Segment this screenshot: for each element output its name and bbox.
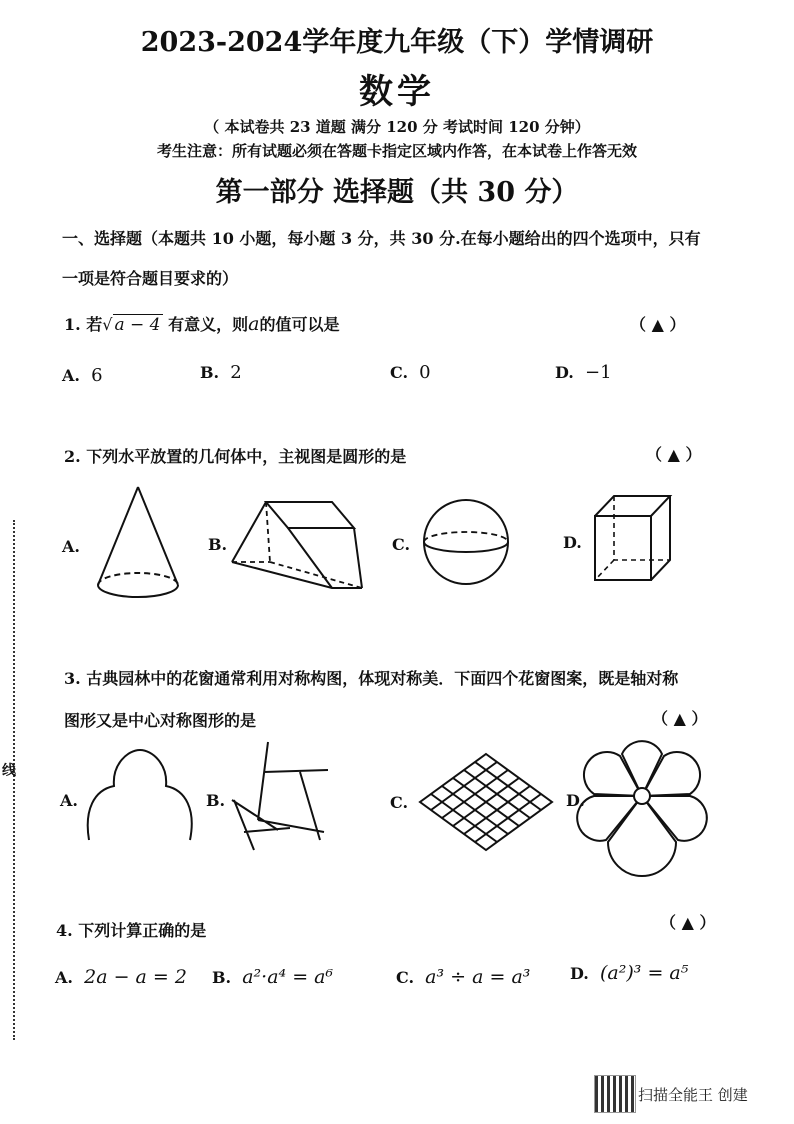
- q3-option-d-label: D.: [566, 791, 585, 810]
- q3-option-b-label: B.: [206, 791, 226, 810]
- exam-notice: 考生注意：所有试题必须在答题卡指定区域内作答，在本试卷上作答无效: [156, 142, 637, 160]
- binding-dotted-line: [13, 520, 15, 1040]
- radicand: a − 4: [114, 315, 161, 335]
- question-1: 1. 若√ a − 4 有意义，则a的值可以是: [64, 313, 340, 335]
- part-title: 第一部分 选择题（共 30 分）: [215, 177, 579, 208]
- q2-option-b-label: B.: [208, 535, 228, 554]
- q2-option-a-label: A.: [62, 537, 80, 556]
- q4-option-c: C. a³ ÷ a = a³: [396, 966, 531, 988]
- exam-info: （ 本试卷共 23 道题 满分 120 分 考试时间 120 分钟）: [204, 118, 590, 136]
- section-instruction-line1: 一、选择题（本题共 10 小题，每小题 3 分，共 30 分.在每小题给出的四个选项中，只有: [62, 229, 701, 248]
- q2-option-d-label: D.: [563, 533, 582, 552]
- answer-placeholder-2: （ ▲ ）: [646, 445, 702, 464]
- plum-blossom-figure: [590, 738, 694, 856]
- question-2: 2. 下列水平放置的几何体中，主视图是圆形的是: [64, 447, 407, 466]
- pentagon-lines-figure: [228, 740, 338, 860]
- section-instruction-line2: 一项是符合题目要求的）: [62, 269, 239, 288]
- question-3-line1: 3. 古典园林中的花窗通常利用对称构图，体现对称美．下面四个花窗图案，既是轴对称: [64, 669, 679, 688]
- q4-option-a: A. 2a − a = 2: [55, 966, 187, 988]
- cloud-arch-figure: [84, 750, 196, 850]
- q1-option-d: D. −1: [555, 362, 612, 383]
- frustum-figure: [230, 496, 365, 596]
- question-4: 4. 下列计算正确的是: [56, 921, 207, 940]
- answer-placeholder-4: （ ▲ ）: [660, 913, 716, 932]
- diamond-lattice-figure: [416, 752, 556, 852]
- q4-option-b: B. a²·a⁴ = a⁶: [212, 966, 334, 988]
- question-number: 1.: [64, 315, 81, 334]
- q4-option-d: D. (a²)³ = a⁵: [570, 962, 689, 984]
- sphere-figure: [420, 497, 516, 587]
- scanner-watermark: 扫描全能王 创建: [638, 1086, 748, 1104]
- q1-option-a: A. 6: [62, 365, 103, 386]
- answer-placeholder-3: （ ▲ ）: [652, 709, 708, 728]
- answer-placeholder-1: （ ▲ ）: [630, 315, 686, 334]
- q2-option-c-label: C.: [392, 535, 411, 554]
- binding-mark: 线: [2, 763, 16, 779]
- q3-option-a-label: A.: [60, 791, 78, 810]
- cone-figure: [92, 484, 186, 604]
- qr-logo-icon: [594, 1075, 636, 1113]
- subject-title: 数学: [359, 72, 435, 112]
- q1-option-b: B. 2: [200, 362, 242, 383]
- q3-option-c-label: C.: [390, 793, 409, 812]
- question-3-line2: 图形又是中心对称图形的是: [64, 711, 257, 730]
- exam-title: 2023-2024学年度九年级（下）学情调研: [140, 27, 654, 58]
- q1-option-c: C. 0: [390, 362, 431, 383]
- cube-figure: [592, 492, 672, 590]
